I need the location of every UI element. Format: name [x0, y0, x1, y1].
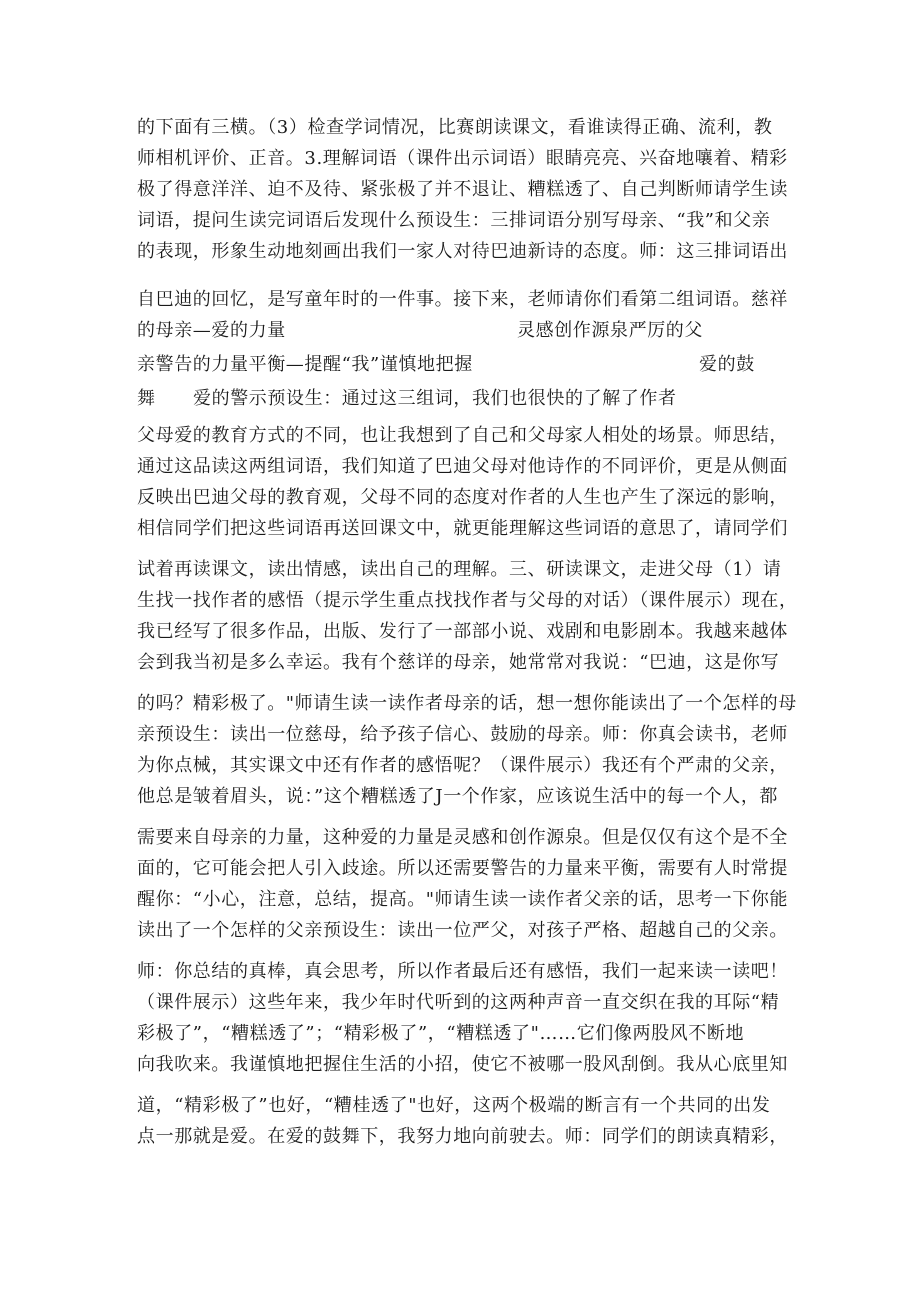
- text-line: 醒你：“小心，注意，总结，提高。"师请生读一读作者父亲的话，思考一下你能: [137, 889, 789, 910]
- text-line: 生找一找作者的感悟（提示学生重点找找作者与父母的对话）（课件展示）现在，: [137, 590, 798, 611]
- split-line-right: 灵感创作源泉严厉的父: [517, 320, 703, 341]
- text-line: 我已经写了很多作品，出版、发行了一部部小说、戏剧和电影剧本。我越来越体: [137, 621, 788, 642]
- split-line-left: 亲警告的力量平衡—提醒“我”谨慎地把握: [137, 354, 473, 375]
- text-line: 读出了一个怎样的父亲预设生：读出一位严父，对孩子严格、超越自己的父亲。: [137, 920, 788, 941]
- text-line: 会到我当初是多么幸运。我有个慈详的母亲，她常常对我说：“巴迪，这是你写: [137, 652, 780, 673]
- text-line: 父母爱的教育方式的不同，也让我想到了自己和父母家人相处的场景。师思结，: [137, 425, 788, 446]
- text-line: 需要来自母亲的力量，这种爱的力量是灵感和创作源泉。但是仅仅有这个是不全: [137, 827, 788, 848]
- text-line: 试着再读课文，读出情感，读出自己的理解。三、研读课文，走进父母（1）请: [137, 559, 782, 580]
- text-line: 相信同学们把这些词语再送回课文中，就更能理解这些词语的意思了，请同学们: [137, 518, 788, 539]
- text-line: 彩极了”，“糟糕透了”；“精彩极了”，“糟糕透了"……它们像两股风不断地: [137, 1023, 745, 1044]
- text-line: 他总是皱着眉头，说：”这个糟糕透了J一个作家，应该说生活中的每一个人，都: [137, 786, 779, 807]
- text-line: 自巴迪的回忆，是写童年时的一件事。接下来，老师请你们看第二组词语。慈祥: [137, 289, 788, 310]
- split-line: [137, 384, 777, 414]
- text-line: 面的，它可能会把人引入歧途。所以还需要警告的力量来平衡，需要有人时常提: [137, 858, 788, 879]
- text-line: 点一那就是爱。在爱的鼓舞下，我努力地向前驶去。师：同学们的朗读真精彩，: [137, 1126, 788, 1147]
- text-line: 师相机评价、正音。3.理解词语（课件出示词语）眼睛亮亮、兴奋地嚷着、精彩: [137, 148, 788, 169]
- text-line: 的下面有三横。（3）检查学词情况，比赛朗读课文，看谁读得正确、流利，教: [137, 117, 773, 138]
- split-line: [137, 316, 777, 346]
- split-line-left: 舞: [137, 388, 156, 409]
- text-line: 反映出巴迪父母的教育观，父母不同的态度对作者的人生也产生了深远的影响，: [137, 487, 788, 508]
- text-line: 极了得意洋洋、迫不及待、紧张极了并不退让、糟糕透了、自己判断师请学生读: [137, 179, 788, 200]
- text-line: 亲预设生：读出一位慈母，给予孩子信心、鼓励的母亲。师：你真会读书，老师: [137, 724, 788, 745]
- text-line: （课件展示）这些年来，我少年时代听到的这两种声音一直交织在我的耳际“精: [137, 992, 780, 1013]
- text-line: 向我吹来。我谨慎地把握住生活的小招，使它不被哪一股风刮倒。我从心底里知: [137, 1054, 788, 1075]
- split-line-left: 的母亲—爱的力量: [137, 320, 286, 341]
- text-line: 词语，提问生读完词语后发现什么预设生：三排词语分别写母亲、“我”和父亲: [137, 210, 771, 231]
- text-line: 道，“精彩极了”也好，“糟桂透了"也好，这两个极端的断言有一个共同的出发: [137, 1095, 771, 1116]
- text-line: 为你点械，其实课文中还有作者的感悟呢？（课件展示）我还有个严肃的父亲，: [137, 755, 788, 776]
- text-line: 的吗？精彩极了。"师请生读一读作者母亲的话，想一想你能读出了一个怎样的母: [137, 693, 797, 714]
- text-line: 通过这品读这两组词语，我们知道了巴迪父母对他诗作的不同评价，更是从侧面: [137, 456, 788, 477]
- split-line-right: 爱的鼓: [699, 354, 755, 375]
- text-line: 师：你总结的真棒，真会思考，所以作者最后还有感悟，我们一起来读一读吧！: [137, 961, 788, 982]
- text-line: 的表现，形象生动地刻画出我们一家人对待巴迪新诗的态度。师：这三排词语出: [137, 241, 788, 262]
- split-line-right: 爱的警示预设生：通过这三组词，我们也很快的了解了作者: [193, 388, 677, 409]
- split-line: [137, 350, 777, 380]
